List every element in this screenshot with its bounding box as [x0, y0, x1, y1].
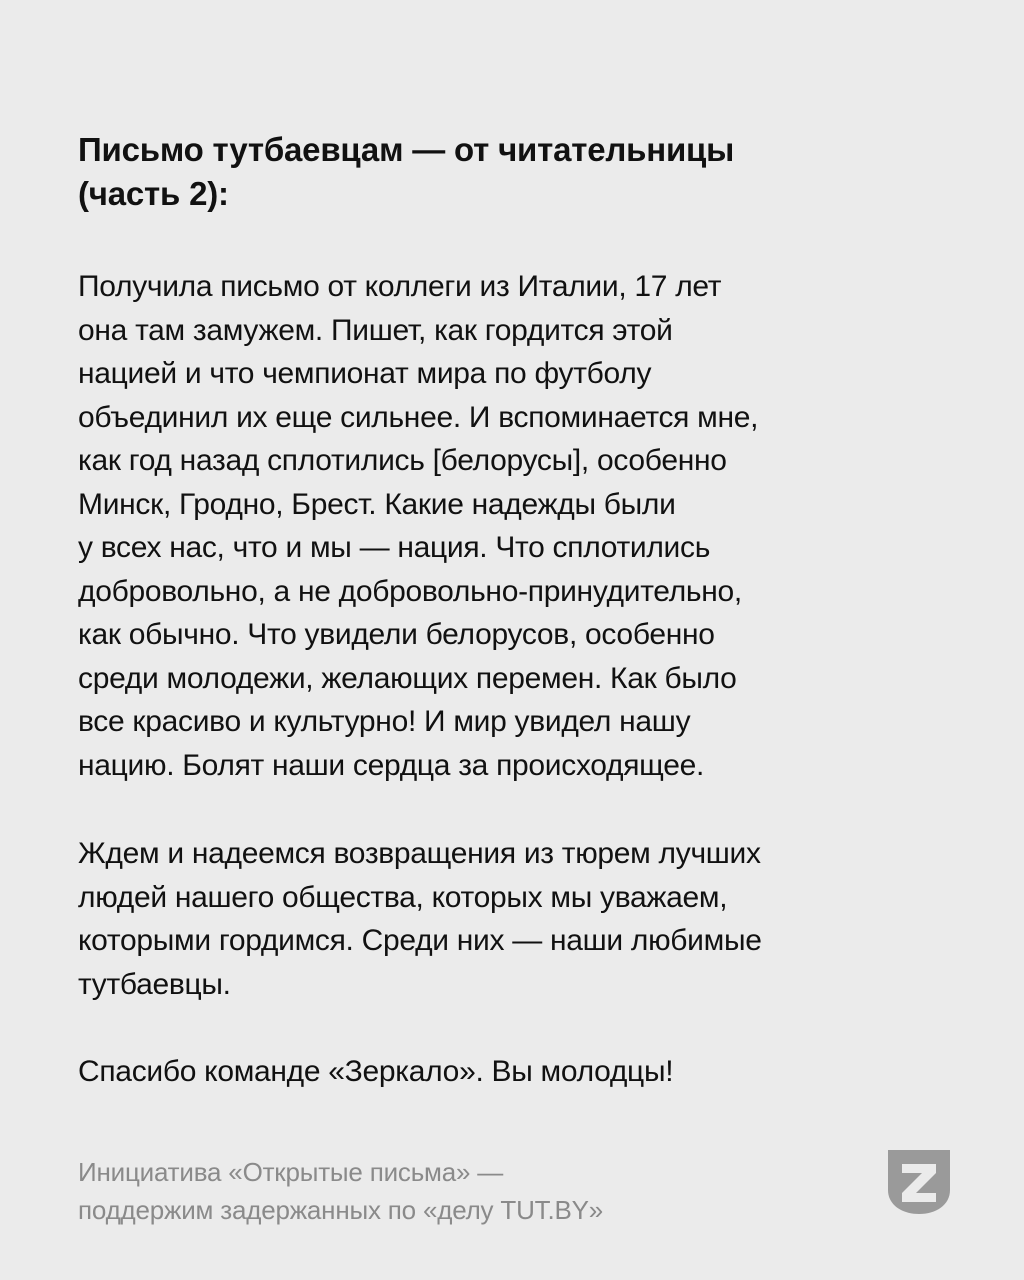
letter-paragraph: [78, 832, 968, 1006]
paragraph-line: у всех нас, что и мы — нация. Что сплотились: [78, 531, 711, 564]
paragraph-line: которыми гордимся. Среди них — наши любимые: [78, 924, 762, 957]
paragraph-line: Получила письмо от коллеги из Италии, 17 лет: [78, 270, 722, 303]
paragraph-line: она там замужем. Пишет, как гордится этой: [78, 313, 673, 347]
paragraph-line: все красиво и культурно! И мир увидел нашу: [78, 705, 691, 738]
paragraph-line: Ждем и надеемся возвращения из тюрем лучших: [78, 837, 761, 870]
paragraph-line: объединил их еще сильнее. И вспоминается мне,: [78, 400, 759, 434]
paragraph-line: нацией и что чемпионат мира по футболу: [78, 357, 652, 390]
title-line: (часть 2):: [78, 175, 229, 212]
footer-line: Инициатива «Открытые письма» —: [78, 1157, 504, 1187]
paragraph-line: людей нашего общества, которых мы уважаем,: [78, 880, 728, 914]
paragraph-line: Спасибо команде «Зеркало». Вы молодцы!: [78, 1055, 674, 1088]
zerkalo-z-shield-icon: [888, 1150, 950, 1216]
paragraph-line: Минск, Гродно, Брест. Какие надежды были: [78, 487, 676, 521]
paragraph-line: как год назад сплотились [белорусы], особенно: [78, 444, 727, 477]
letter-paragraph: [78, 1050, 968, 1094]
footer-line: поддержим задержанных по «делу TUT.BY»: [78, 1195, 604, 1225]
paragraph-line: тутбаевцы.: [78, 967, 231, 1001]
initiative-footer: [78, 1153, 858, 1229]
paragraph-line: как обычно. Что увидели белорусов, особенно: [78, 618, 715, 651]
letter-paragraph: [78, 265, 968, 787]
paragraph-line: среди молодежи, желающих перемен. Как было: [78, 661, 737, 695]
letter-title: [78, 128, 958, 216]
paragraph-line: добровольно, а не добровольно-принудительно,: [78, 574, 742, 608]
paragraph-line: нацию. Болят наши сердца за происходящее.: [78, 748, 705, 782]
title-line: Письмо тутбаевцам — от читательницы: [78, 131, 735, 168]
